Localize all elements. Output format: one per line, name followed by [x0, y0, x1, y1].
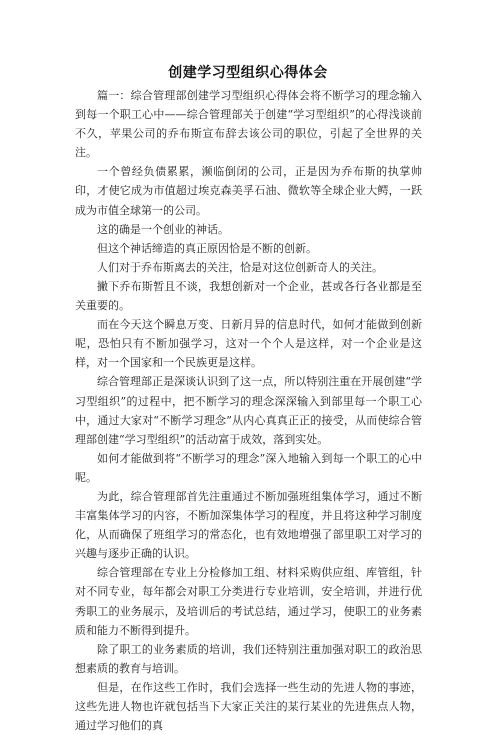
paragraph-4: 但这个神话缔造的真正原因恰是不断的创新。: [97, 241, 317, 255]
paragraph-8: 综合管理部正是深谈认识到了这一点，所以特别注重在开展创建“学习型组织”的过程中，把不断学习的理念深深输入到部里每一个职工心中，通过大家对“不断学习理念”从内心真真正正的接受，从而使综合管理部创建“学习型组织”的活动富于成效，落到实处。: [75, 375, 422, 446]
paragraph-1: 篇一：综合管理部创建学习型组织心得体会将不断学习的理念输入到每一个职工心中——综合管理部关于创建“学习型组织”的心得浅谈前不久，苹果公司的乔布斯宣布辞去该公司的职位，引起了全世界的关注。: [75, 89, 422, 160]
paragraph-10: 为此，综合管理部首先注重通过不断加强班组集体学习，通过不断丰富集体学习的内容，不断加深集体学习的程度，并且将这种学习制度化，从而确保了班组学习的常态化，也有效地增强了部里职工对学习的兴趣与逐步正确的认识。: [75, 489, 422, 561]
paragraph-12: 除了职工的业务素质的培训，我们还特别注重加强对职工的政治思想素质的教育与培训。: [75, 642, 422, 675]
paragraph-9: 如何才能做到将“不断学习的理念”深入地输入到每一个职工的心中呢。: [75, 451, 422, 484]
paragraph-3: 这的确是一个创业的神话。: [97, 222, 229, 236]
paragraph-11: 综合管理部在专业上分检修加工组、材料采购供应组、库管组，针对不同专业，每年都会对职工分类进行专业培训，安全培训，并进行优秀职工的业务展示，及培训后的考试总结，通过学习，使职工的业务素质和能力不断得到提升。: [75, 566, 422, 637]
document-title: 创建学习型组织心得体会: [168, 65, 328, 81]
paragraph-2: 一个曾经负债累累，濒临倒闭的公司，正是因为乔布斯的执掌帅印，才使它成为市值超过埃克森美孚石油、微软等全球企业大鳄，一跃成为市值全球第一的公司。: [75, 165, 422, 217]
document-body: [75, 86, 422, 735]
paragraph-13: 但是，在作这些工作时，我们会选择一些生动的先进人物的事迹，这些先进人物也许就包括当下大家正关注的某行某业的先进焦点人物，通过学习他们的真: [75, 680, 422, 733]
paragraph-5: 人们对于乔布斯离去的关注，恰是对这位创新奇人的关注。: [97, 260, 383, 274]
paragraph-7: 而在今天这个瞬息万变、日新月异的信息时代，如何才能做到创新呢，恐怕只有不断加强学习，这对一个个人是这样，对一个企业是这样，对一个国家和一个民族更是这样。: [75, 318, 422, 370]
paragraph-6: 撇下乔布斯暂且不谈，我想创新对一个企业，甚或各行各业都是至关重要的。: [75, 279, 422, 313]
